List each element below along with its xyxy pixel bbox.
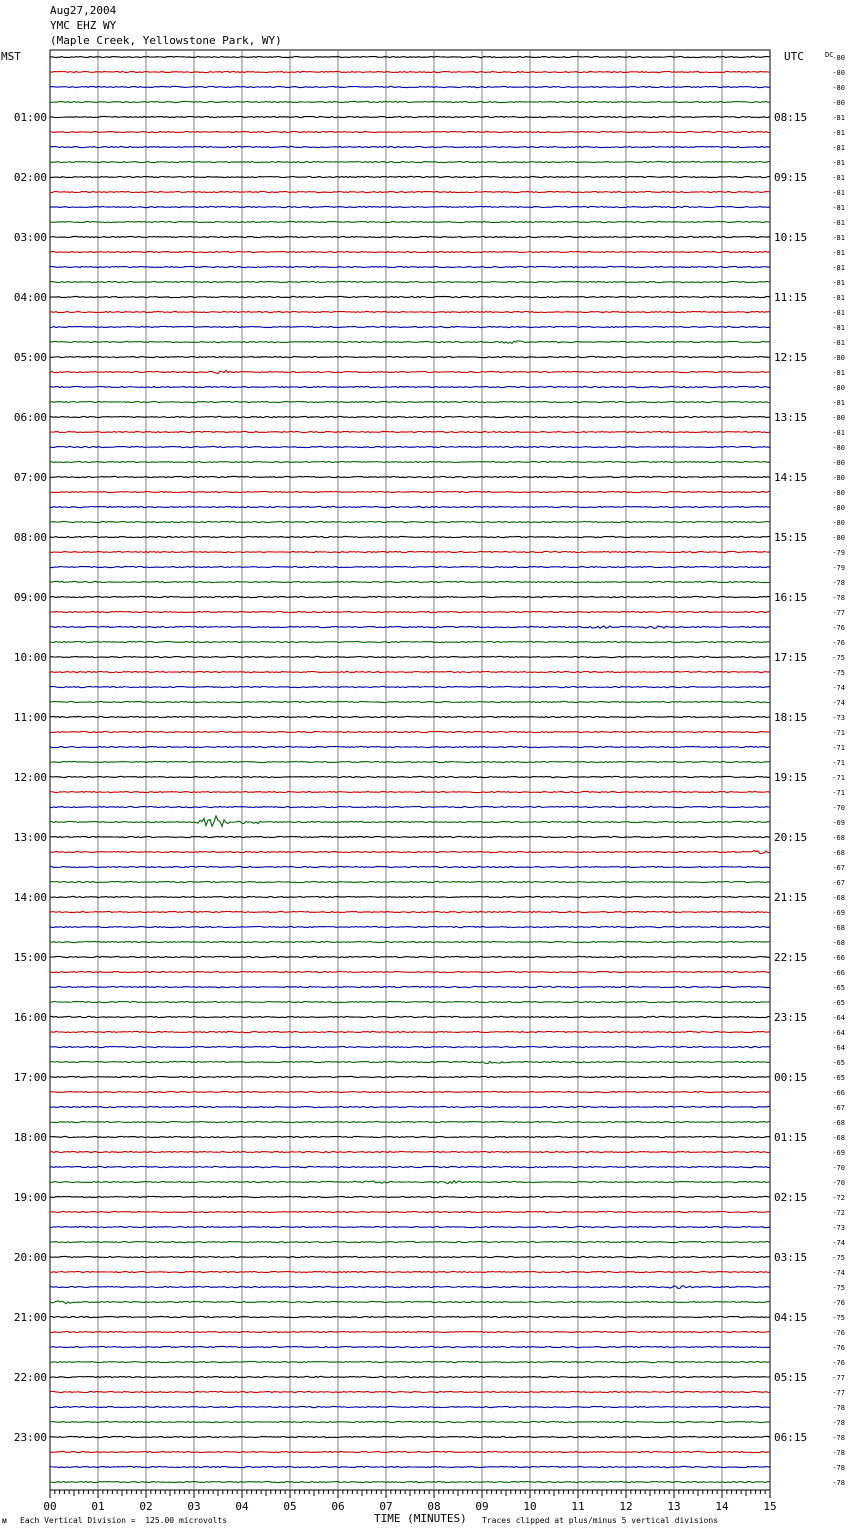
trace-row-22 (50, 386, 770, 387)
dc-offset-label: -80 (832, 69, 845, 77)
left-hour-label: 05:00 (13, 351, 47, 364)
trace-row-52 (50, 836, 770, 837)
trace-row-38 (50, 626, 770, 629)
dc-offset-label: -81 (832, 144, 845, 152)
x-tick-label: 06 (331, 1500, 345, 1513)
trace-row-58 (50, 926, 770, 927)
station-code: YMC EHZ WY (50, 19, 117, 32)
x-tick-label: 14 (715, 1500, 729, 1513)
dc-offset-label: -70 (832, 1164, 845, 1172)
dc-offset-label: -81 (832, 399, 845, 407)
right-hour-label: 12:15 (774, 351, 808, 364)
dc-offset-label: -68 (832, 924, 845, 932)
trace-row-80 (50, 1256, 770, 1257)
dc-offset-label: -78 (832, 1479, 845, 1487)
dc-offset-label: -80 (832, 84, 845, 92)
trace-row-67 (50, 1061, 770, 1063)
trace-row-15 (50, 281, 770, 282)
trace-row-35 (50, 581, 770, 582)
dc-offset-label: -80 (832, 504, 845, 512)
dc-offset-label: -80 (832, 519, 845, 527)
dc-offset-label: -80 (832, 459, 845, 467)
dc-offset-label: -75 (832, 1284, 845, 1292)
left-hour-label: 15:00 (13, 951, 47, 964)
right-hour-label: 05:15 (774, 1371, 808, 1384)
trace-row-34 (50, 566, 770, 567)
right-hour-label: 06:15 (774, 1431, 808, 1444)
dc-offset-label: -80 (832, 414, 845, 422)
trace-row-32 (50, 536, 770, 537)
dc-offset-label: -78 (832, 594, 845, 602)
trace-row-39 (50, 641, 770, 642)
x-tick-label: 05 (283, 1500, 297, 1513)
trace-row-2 (50, 86, 770, 87)
dc-offset-label: -81 (832, 429, 845, 437)
x-tick-label: 02 (139, 1500, 153, 1513)
dc-offset-label: -74 (832, 699, 845, 707)
trace-row-87 (50, 1361, 770, 1362)
dc-offset-label: -81 (832, 189, 845, 197)
trace-row-61 (50, 971, 770, 972)
trace-row-86 (50, 1346, 770, 1347)
trace-row-42 (50, 686, 770, 687)
right-hour-label: 09:15 (774, 171, 808, 184)
dc-offset-label: -67 (832, 1104, 845, 1112)
right-timezone-label: UTC (784, 50, 804, 63)
trace-row-75 (50, 1181, 770, 1184)
trace-row-82 (50, 1286, 770, 1289)
left-hour-label: 12:00 (13, 771, 47, 784)
x-tick-label: 13 (667, 1500, 681, 1513)
dc-offset-label: -71 (832, 729, 845, 737)
trace-row-53 (50, 851, 770, 854)
dc-offset-label: -73 (832, 714, 845, 722)
left-hour-label: 07:00 (13, 471, 47, 484)
right-hour-label: 18:15 (774, 711, 808, 724)
left-hour-label: 04:00 (13, 291, 47, 304)
left-hour-label: 13:00 (13, 831, 47, 844)
dc-offset-label: -66 (832, 969, 845, 977)
trace-row-4 (50, 116, 770, 117)
dc-offset-label: -65 (832, 1059, 845, 1067)
dc-offset-label: -68 (832, 939, 845, 947)
trace-row-28 (50, 476, 770, 477)
dc-offset-label: -65 (832, 984, 845, 992)
trace-row-89 (50, 1391, 770, 1392)
trace-row-54 (50, 866, 770, 867)
trace-row-8 (50, 176, 770, 177)
right-hour-label: 10:15 (774, 231, 808, 244)
right-hour-label: 16:15 (774, 591, 808, 604)
dc-offset-label: -81 (832, 309, 845, 317)
x-tick-label: 04 (235, 1500, 249, 1513)
dc-offset-label: -76 (832, 1299, 845, 1307)
trace-row-37 (50, 611, 770, 612)
right-hour-label: 11:15 (774, 291, 808, 304)
dc-offset-label: -67 (832, 864, 845, 872)
left-hour-label: 20:00 (13, 1251, 47, 1264)
left-hour-label: 18:00 (13, 1131, 47, 1144)
dc-offset-label: -80 (832, 534, 845, 542)
trace-row-71 (50, 1121, 770, 1122)
x-tick-label: 09 (475, 1500, 489, 1513)
x-tick-label: 12 (619, 1500, 633, 1513)
trace-row-13 (50, 251, 770, 252)
trace-row-25 (50, 431, 770, 432)
trace-row-17 (50, 311, 770, 312)
trace-row-81 (50, 1271, 770, 1272)
right-hour-label: 19:15 (774, 771, 808, 784)
trace-row-36 (50, 596, 770, 597)
dc-offset-label: -80 (832, 489, 845, 497)
dc-offset-label: -81 (832, 129, 845, 137)
dc-offset-label: -64 (832, 1014, 845, 1022)
dc-offset-label: -81 (832, 339, 845, 347)
left-hour-label: 22:00 (13, 1371, 47, 1384)
right-hour-label: 00:15 (774, 1071, 808, 1084)
x-tick-label: 00 (43, 1500, 57, 1513)
dc-offset-label: -71 (832, 774, 845, 782)
trace-row-5 (50, 131, 770, 132)
trace-row-45 (50, 731, 770, 732)
dc-offset-label: -77 (832, 609, 845, 617)
right-hour-label: 02:15 (774, 1191, 808, 1204)
trace-row-23 (50, 401, 770, 402)
right-hour-label: 15:15 (774, 531, 808, 544)
dc-offset-label: -69 (832, 819, 845, 827)
dc-offset-label: -77 (832, 1389, 845, 1397)
left-hour-label: 19:00 (13, 1191, 47, 1204)
trace-row-41 (50, 671, 770, 672)
dc-offset-label: -80 (832, 54, 845, 62)
dc-offset-label: -81 (832, 159, 845, 167)
left-hour-label: 06:00 (13, 411, 47, 424)
dc-offset-label: -74 (832, 1239, 845, 1247)
left-hour-label: 10:00 (13, 651, 47, 664)
clip-note: Traces clipped at plus/minus 5 vertical divisions (482, 1516, 719, 1525)
trace-row-88 (50, 1376, 770, 1377)
dc-offset-label: -81 (832, 249, 845, 257)
dc-offset-label: -81 (832, 369, 845, 377)
right-hour-label: 21:15 (774, 891, 808, 904)
dc-offset-label: -66 (832, 1089, 845, 1097)
dc-offset-label: -68 (832, 849, 845, 857)
dc-offset-label: -75 (832, 654, 845, 662)
dc-offset-label: -80 (832, 444, 845, 452)
plot-frame (50, 50, 770, 1490)
dc-offset-label: -67 (832, 879, 845, 887)
dc-offset-label: -80 (832, 384, 845, 392)
right-hour-label: 04:15 (774, 1311, 808, 1324)
left-hour-label: 21:00 (13, 1311, 47, 1324)
dc-offset-label: -81 (832, 219, 845, 227)
right-hour-label: 03:15 (774, 1251, 808, 1264)
left-timezone-label: MST (1, 50, 21, 63)
dc-offset-label: -68 (832, 894, 845, 902)
dc-offset-label: -79 (832, 549, 845, 557)
x-tick-label: 08 (427, 1500, 441, 1513)
trace-row-1 (50, 71, 770, 72)
dc-offset-label: -74 (832, 684, 845, 692)
trace-row-43 (50, 701, 770, 702)
dc-header-label: DC (825, 51, 834, 59)
trace-row-64 (50, 1016, 770, 1017)
dc-offset-label: -76 (832, 1329, 845, 1337)
trace-row-9 (50, 191, 770, 192)
dc-offset-label: -81 (832, 264, 845, 272)
dc-offset-label: -81 (832, 174, 845, 182)
dc-offset-label: -75 (832, 1254, 845, 1262)
right-hour-label: 17:15 (774, 651, 808, 664)
trace-row-19 (50, 341, 770, 344)
trace-row-12 (50, 236, 770, 237)
left-hour-label: 08:00 (13, 531, 47, 544)
dc-offset-label: -78 (832, 1434, 845, 1442)
trace-row-62 (50, 986, 770, 987)
left-hour-label: 23:00 (13, 1431, 47, 1444)
trace-row-18 (50, 326, 770, 327)
trace-row-70 (50, 1106, 770, 1107)
dc-offset-label: -71 (832, 759, 845, 767)
dc-offset-label: -76 (832, 1359, 845, 1367)
trace-row-44 (50, 716, 770, 717)
trace-row-30 (50, 506, 770, 507)
trace-row-0 (50, 56, 770, 57)
left-hour-label: 01:00 (13, 111, 47, 124)
dc-offset-label: -66 (832, 954, 845, 962)
dc-offset-label: -72 (832, 1209, 845, 1217)
dc-offset-label: -81 (832, 324, 845, 332)
trace-row-40 (50, 656, 770, 657)
right-hour-label: 01:15 (774, 1131, 808, 1144)
dc-offset-label: -78 (832, 1419, 845, 1427)
trace-row-91 (50, 1421, 770, 1422)
dc-offset-label: -78 (832, 1404, 845, 1412)
dc-offset-label: -75 (832, 1314, 845, 1322)
dc-offset-label: -65 (832, 999, 845, 1007)
left-hour-label: 17:00 (13, 1071, 47, 1084)
dc-offset-label: -68 (832, 1134, 845, 1142)
trace-row-55 (50, 881, 770, 882)
trace-row-46 (50, 746, 770, 747)
trace-row-57 (50, 911, 770, 912)
dc-offset-label: -81 (832, 114, 845, 122)
dc-offset-label: -79 (832, 564, 845, 572)
dc-offset-label: -76 (832, 639, 845, 647)
right-hour-label: 14:15 (774, 471, 808, 484)
dc-offset-label: -80 (832, 474, 845, 482)
trace-row-21 (50, 370, 770, 373)
left-hour-label: 03:00 (13, 231, 47, 244)
trace-row-59 (50, 941, 770, 942)
x-tick-label: 03 (187, 1500, 201, 1513)
dc-offset-label: -78 (832, 1449, 845, 1457)
trace-row-26 (50, 446, 770, 447)
dc-offset-label: -72 (832, 1194, 845, 1202)
dc-offset-label: -80 (832, 99, 845, 107)
x-tick-label: 07 (379, 1500, 393, 1513)
dc-offset-label: -78 (832, 579, 845, 587)
dc-offset-label: -81 (832, 234, 845, 242)
left-hour-label: 09:00 (13, 591, 47, 604)
trace-row-78 (50, 1226, 770, 1227)
trace-row-60 (50, 956, 770, 957)
right-hour-label: 22:15 (774, 951, 808, 964)
trace-row-16 (50, 296, 770, 297)
trace-row-85 (50, 1331, 770, 1332)
dc-offset-label: -69 (832, 909, 845, 917)
trace-row-93 (50, 1451, 770, 1452)
trace-row-11 (50, 221, 770, 222)
dc-offset-label: -81 (832, 279, 845, 287)
dc-offset-label: -64 (832, 1044, 845, 1052)
right-hour-label: 08:15 (774, 111, 808, 124)
dc-offset-label: -74 (832, 1269, 845, 1277)
plot-date: Aug27,2004 (50, 4, 117, 17)
dc-offset-label: -81 (832, 204, 845, 212)
x-axis-title: TIME (MINUTES) (374, 1512, 467, 1525)
trace-row-74 (50, 1166, 770, 1167)
dc-offset-label: -81 (832, 294, 845, 302)
trace-row-49 (50, 791, 770, 792)
dc-offset-label: -68 (832, 834, 845, 842)
trace-row-65 (50, 1031, 770, 1032)
trace-row-56 (50, 896, 770, 897)
left-hour-label: 16:00 (13, 1011, 47, 1024)
trace-row-48 (50, 776, 770, 777)
trace-row-33 (50, 551, 770, 552)
dc-offset-label: -77 (832, 1374, 845, 1382)
dc-offset-label: -75 (832, 669, 845, 677)
trace-row-68 (50, 1076, 770, 1077)
trace-row-63 (50, 1001, 770, 1002)
dc-offset-label: -76 (832, 624, 845, 632)
x-tick-label: 01 (91, 1500, 105, 1513)
dc-offset-label: -71 (832, 789, 845, 797)
x-tick-label: 10 (523, 1500, 537, 1513)
right-hour-label: 23:15 (774, 1011, 808, 1024)
right-hour-label: 20:15 (774, 831, 808, 844)
trace-row-27 (50, 461, 770, 462)
trace-row-14 (50, 266, 770, 267)
trace-row-10 (50, 206, 770, 207)
dc-offset-label: -70 (832, 1179, 845, 1187)
trace-row-73 (50, 1151, 770, 1152)
logo-mark: ᴍ (2, 1516, 7, 1525)
dc-offset-label: -64 (832, 1029, 845, 1037)
dc-offset-label: -78 (832, 1464, 845, 1472)
dc-offset-label: -70 (832, 804, 845, 812)
scale-note: Each Vertical Division = 125.00 microvolts (20, 1516, 228, 1525)
dc-offset-label: -76 (832, 1344, 845, 1352)
dc-offset-label: -71 (832, 744, 845, 752)
station-location: (Maple Creek, Yellowstone Park, WY) (50, 34, 282, 47)
x-tick-label: 15 (763, 1500, 777, 1513)
trace-row-50 (50, 806, 770, 807)
trace-row-29 (50, 491, 770, 492)
dc-offset-label: -65 (832, 1074, 845, 1082)
trace-row-90 (50, 1406, 770, 1407)
trace-row-69 (50, 1091, 770, 1092)
trace-row-76 (50, 1196, 770, 1197)
trace-row-51 (50, 816, 770, 826)
right-hour-label: 13:15 (774, 411, 808, 424)
trace-row-20 (50, 356, 770, 357)
left-hour-label: 11:00 (13, 711, 47, 724)
trace-row-6 (50, 146, 770, 147)
trace-row-92 (50, 1436, 770, 1437)
dc-offset-label: -69 (832, 1149, 845, 1157)
trace-row-66 (50, 1046, 770, 1047)
x-tick-label: 11 (571, 1500, 585, 1513)
trace-row-95 (50, 1481, 770, 1482)
trace-row-84 (50, 1316, 770, 1317)
left-hour-label: 02:00 (13, 171, 47, 184)
trace-row-31 (50, 521, 770, 522)
dc-offset-label: -80 (832, 354, 845, 362)
trace-row-94 (50, 1466, 770, 1467)
dc-offset-label: -68 (832, 1119, 845, 1127)
dc-offset-label: -73 (832, 1224, 845, 1232)
trace-row-3 (50, 101, 770, 102)
trace-row-24 (50, 416, 770, 417)
trace-row-72 (50, 1136, 770, 1137)
trace-row-77 (50, 1211, 770, 1212)
left-hour-label: 14:00 (13, 891, 47, 904)
trace-row-83 (50, 1301, 770, 1304)
trace-row-79 (50, 1241, 770, 1242)
trace-row-7 (50, 161, 770, 162)
trace-row-47 (50, 761, 770, 762)
